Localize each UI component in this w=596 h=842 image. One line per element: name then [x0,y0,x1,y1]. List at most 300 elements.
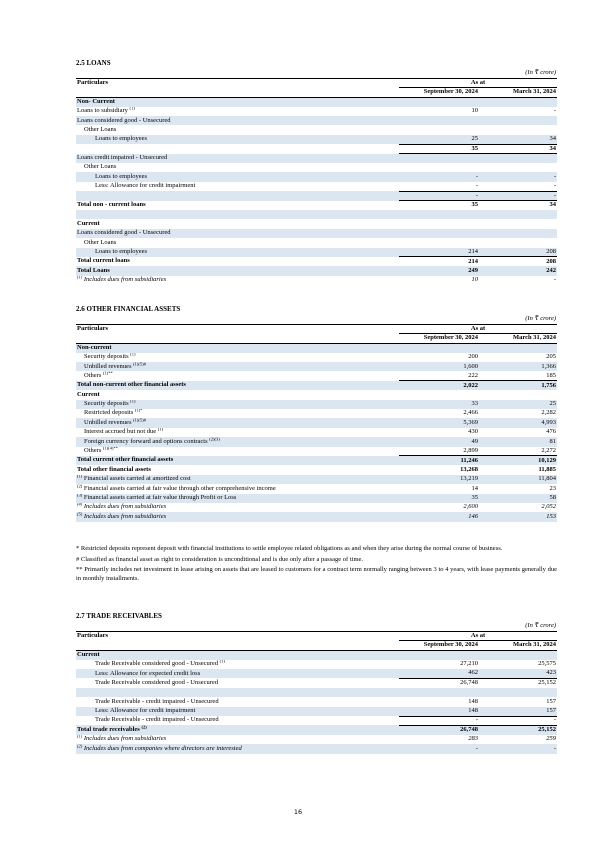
value-current [399,343,479,352]
value-current: 26,748 [460,679,478,687]
value-prior [479,125,557,134]
footnote-marker: (1)(5)# [133,362,146,366]
trade-receivables-section [76,613,557,754]
table-row [76,172,557,181]
row-label-text: Less: Allowance for credit impairment [95,707,196,715]
value-current: 148 [399,707,479,716]
table-row [76,163,557,172]
value-current: - [399,716,479,725]
value-prior [479,116,557,125]
other-financial-assets-table [76,324,557,522]
table-row [76,144,557,153]
table-header-row [76,632,557,641]
footnote-marker: (1)(4)** [102,446,118,451]
row-label [76,697,399,706]
value-current: - [399,182,479,191]
header-particulars: Particulars [76,79,399,88]
value-current [399,210,479,219]
row-label [76,456,399,465]
value-prior: - [553,107,557,115]
row-label [76,390,399,399]
value-current: 462 [399,669,479,678]
value-prior: 242 [479,266,557,275]
table-row [76,229,557,238]
value-current: 26,748 [399,725,479,734]
value-current: 2,600 [463,503,478,511]
value-prior: 10,129 [479,456,557,465]
table-row [76,716,557,725]
table-row [76,688,557,697]
row-label [76,238,399,247]
value-prior: 11,885 [538,465,557,473]
row-label-text: Trade Receivable considered good - Unsecured [95,678,219,686]
row-label-text: Current [77,219,100,227]
row-label-text: Total Loans [77,266,110,274]
page-number: 16 [293,808,303,816]
row-label [76,716,399,725]
table-row [76,201,557,210]
table-row [76,725,557,734]
footnote-marker: (1) [130,399,136,404]
row-label-text: Security deposits [84,400,129,408]
value-prior: - [479,182,557,191]
row-label-text: Includes dues from subsidiaries [83,503,167,511]
footnote-marker: (1)** [102,371,113,376]
row-label-text: Less: Allowance for expected credit loss [95,669,201,677]
value-current [399,97,479,106]
table-row [76,390,557,399]
row-label [76,135,399,144]
footnote-marker: (1) [77,734,83,739]
table-row [76,484,557,493]
footnote-marker: (2) [141,725,147,730]
table-row [76,475,557,484]
row-label-text: Restricted deposits [84,409,134,417]
value-current: 2,022 [399,381,479,390]
note-financial-asset-classification: # Classified as financial asset as right to consideration is unconditional and is due only after a passage of time. [76,555,364,563]
footnote-marker: (2)(3) [209,437,220,442]
trade-receivables-table [76,631,557,754]
table-row [76,744,557,753]
value-prior: 23 [549,484,557,492]
row-label-text: Non- Current [77,97,115,105]
table-row [76,191,557,200]
value-prior [479,688,557,697]
row-label [76,97,399,106]
row-label-text: Others [84,447,102,455]
row-label [76,725,399,734]
value-prior: 25,575 [538,660,557,668]
value-current: 10 [471,276,478,284]
table-row [76,381,557,390]
row-label-text: Security deposits [84,353,129,361]
header-as-at: As at [399,325,557,334]
value-current [399,650,479,659]
row-label [76,229,399,238]
value-current [399,154,479,163]
value-prior: 476 [546,428,557,436]
value-prior: 205 [546,353,557,361]
table-row [76,266,557,275]
value-prior [479,238,557,247]
row-label [76,210,399,219]
row-label-text: Less: Allowance for credit impairment [95,182,196,190]
value-prior: 34 [479,144,557,153]
unit-label: (In ₹ crore) [525,69,556,76]
row-label [76,201,399,210]
value-current: 146 [399,512,479,521]
value-prior [479,390,557,399]
header-particulars: Particulars [76,632,399,641]
row-label [76,343,399,352]
value-current: - [399,744,479,753]
row-label [76,494,399,503]
footnote-marker: (1) [77,474,83,479]
table-row [76,154,557,163]
row-label [76,669,399,678]
value-prior: - [553,276,557,284]
value-prior [479,163,557,172]
table-row [76,257,557,266]
value-prior: 259 [546,735,557,743]
value-current: 249 [399,266,479,275]
note-net-investment-lease: ** Primarily includes net investment in lease arising on assets that are leased to customers for a contract term normally ranging between 3 to 4 years, with lease payments generally due in monthly installments. [76,566,557,582]
footnote-marker: (1) [129,106,135,111]
header-date-prior: March 31, 2024 [479,641,557,650]
note-restricted-deposits: * Restricted deposits represent deposit with financial institutions to settle employee related obligations as and when they arise during the normal course of business. [76,545,503,552]
row-label [76,707,399,716]
value-prior [479,219,557,228]
value-prior: 81 [479,437,557,446]
value-current: 13,219 [399,475,479,484]
table-row [76,707,557,716]
row-label-text: Includes dues from companies where directors are interested [83,744,242,752]
table-row [76,503,557,512]
value-prior: 208 [479,248,557,257]
value-current: 214 [468,257,478,265]
header-as-at: As at [399,79,557,88]
table-row [76,238,557,247]
section-title: 2.7 TRADE RECEIVABLES [76,612,162,620]
value-prior: 1,756 [479,381,557,390]
row-label-text: Current [77,390,100,398]
value-prior: 25,152 [538,679,557,687]
table-row [76,409,557,418]
row-label-text: Loans to employees [95,172,147,180]
row-label-text: Other Loans [84,125,117,133]
table-header-row [76,79,557,88]
row-label-text: Total non-current other financial assets [77,381,186,389]
row-label-text: Loans to employees [95,135,147,143]
row-label [76,182,399,191]
table-row [76,678,557,687]
value-current: 49 [399,437,479,446]
value-prior: - [479,716,557,725]
header-blank [76,334,399,343]
row-label-text: Trade Receivable considered good - Unsecured [95,660,219,668]
table-row [76,125,557,134]
row-label [76,465,399,474]
table-row [76,219,557,228]
value-current: 27,210 [460,660,478,668]
table-row [76,97,557,106]
value-current [399,163,479,172]
section-title: 2.6 OTHER FINANCIAL ASSETS [76,305,181,313]
value-current: 13,268 [460,465,478,473]
value-prior: 11,804 [479,475,557,484]
row-label [76,735,399,744]
footnote-marker: (1) [157,427,164,432]
row-label-text: Total trade receivables [77,725,140,733]
header-particulars: Particulars [76,325,399,334]
header-date-prior: March 31, 2024 [479,88,557,97]
row-label [76,484,399,493]
value-prior: 4,993 [479,418,557,427]
value-current [399,238,479,247]
table-header-dates-row [76,334,557,343]
value-current: 200 [468,353,478,361]
value-prior [479,154,557,163]
table-row [76,494,557,503]
row-label-text: Others [84,371,102,379]
value-current: 222 [468,371,478,379]
row-label-text: Total non - current loans [77,201,146,209]
table-row [76,660,557,669]
row-label-text: Current [77,650,100,658]
table-row [76,512,557,521]
value-current: 1,600 [399,362,479,371]
footnote-marker: (1) [219,659,225,664]
row-label-text: Loans credit impaired - Unsecured [77,154,168,162]
table-row [76,135,557,144]
value-prior: 2,272 [541,446,557,454]
section-title: 2.5 LOANS [76,59,111,67]
value-current: - [399,172,479,181]
footnote-marker: (1) [77,275,83,280]
table-row [76,210,557,219]
row-label [76,154,399,163]
row-label [76,371,399,380]
value-prior: 25 [479,400,557,409]
row-label-text: Total other financial assets [77,465,151,473]
row-label [76,248,399,257]
value-current [399,688,479,697]
value-prior [479,97,557,106]
unit-label: (In ₹ crore) [525,622,556,629]
loans-section [76,60,557,285]
value-current: 214 [399,248,479,257]
table-row [76,276,557,285]
row-label-text: Financial assets carried at amortized cost [83,475,191,483]
value-prior: 153 [479,512,557,521]
table-row [76,437,557,446]
value-prior: - [479,744,557,753]
row-label-text: Total current other financial assets [77,456,174,464]
value-prior: 25,152 [479,725,557,734]
unit-label: (In ₹ crore) [525,315,556,322]
value-prior: 423 [479,669,557,678]
value-prior [479,229,557,238]
row-label [76,144,399,153]
row-label [76,512,399,521]
value-prior [479,650,557,659]
footnote-marker: (4) [77,502,83,507]
value-prior: 34 [479,135,557,144]
row-label [76,503,399,512]
header-as-at: As at [399,632,557,641]
table-header-row [76,325,557,334]
row-label-text: Loans considered good - Unsecured [77,116,171,124]
value-prior: 157 [546,697,557,705]
value-prior: 1,366 [479,362,557,371]
value-current: 148 [468,697,478,705]
value-current: 2,899 [463,446,478,454]
table-header-dates-row [76,88,557,97]
row-label [76,172,399,181]
row-label [76,409,399,418]
row-label [76,219,399,228]
value-current: 35 [399,144,479,153]
ofa-notes [76,545,557,585]
table-row [76,465,557,474]
row-label [76,437,399,446]
row-label [76,163,399,172]
value-prior: - [479,172,557,181]
header-date-current: September 30, 2024 [399,88,479,97]
table-row [76,371,557,380]
row-label [76,400,399,409]
row-label [76,381,399,390]
value-prior [479,343,557,352]
row-label-text: Loans considered good - Unsecured [77,229,171,237]
table-row [76,353,557,362]
row-label-text: Interest accrued but not due [84,428,157,436]
row-label [76,362,399,371]
table-row [76,116,557,125]
table-row [76,343,557,352]
row-label [76,125,399,134]
value-current: - [399,191,479,200]
header-date-prior: March 31, 2024 [479,334,557,343]
value-prior: 2,282 [541,409,557,417]
row-label [76,276,399,285]
table-row [76,428,557,437]
table-row [76,107,557,116]
value-current: 14 [471,484,478,492]
row-label-text: Includes dues from subsidiaries [83,276,167,284]
row-label [76,257,399,266]
value-prior: 34 [549,201,557,209]
table-row [76,669,557,678]
value-current: 2,466 [463,409,478,417]
value-prior [479,210,557,219]
row-label-text: Other Loans [84,238,117,246]
row-label [76,191,399,200]
row-label [76,475,399,484]
row-label [76,353,399,362]
row-label [76,660,399,669]
header-date-current: September 30, 2024 [399,641,479,650]
row-label-text: Unbilled revenues [84,362,132,370]
value-prior: 2,052 [541,503,557,511]
value-current: 10 [471,107,478,115]
row-label-text: Non-current [77,343,112,351]
value-current [399,219,479,228]
header-blank [76,88,399,97]
value-current: 5,369 [399,418,479,427]
table-row [76,248,557,257]
row-label-text: Total current loans [77,257,130,265]
table-row [76,456,557,465]
row-label-text: Loans to subsidiary [77,107,128,115]
row-label [76,266,399,275]
value-current [399,390,479,399]
footnote-marker: (1)(5)# [133,418,146,423]
footnote-marker: (2) [77,744,83,749]
table-header-dates-row [76,641,557,650]
value-current: 33 [399,400,479,409]
value-prior: 185 [546,371,557,379]
value-current [399,229,479,238]
header-date-current: September 30, 2024 [399,334,479,343]
row-label [76,744,399,753]
value-current: 25 [399,135,479,144]
row-label-text: Includes dues from subsidiaries [83,735,167,743]
row-label [76,428,399,437]
row-label [76,116,399,125]
value-current: 35 [399,494,479,503]
row-label-text: Includes dues from subsidiaries [83,512,167,520]
table-row [76,447,557,456]
footnote-marker: (1)* [134,409,143,413]
value-current: 11,246 [399,456,479,465]
header-blank [76,641,399,650]
value-current: 283 [468,735,478,743]
value-prior: 208 [546,257,557,265]
footnote-marker: (3) [77,493,83,498]
row-label-text: Financial assets carried at fair value through Profit or Loss [83,493,237,501]
footnote-marker: (1) [130,352,136,357]
other-financial-assets-section [76,306,557,522]
table-row [76,362,557,371]
row-label-text: Unbilled revenues [84,418,132,426]
value-prior: 58 [479,494,557,503]
row-label-text: Foreign currency forward and options contracts [84,437,208,445]
row-label [76,447,399,456]
table-row [76,182,557,191]
table-row [76,650,557,659]
row-label [76,418,399,427]
value-current: 430 [468,428,478,436]
table-row [76,418,557,427]
table-row [76,697,557,706]
row-label-text: Other Loans [84,163,117,171]
value-current: 35 [471,201,478,209]
row-label [76,688,399,697]
row-label-text: Trade Receivable - credit impaired - Unsecured [95,697,219,705]
value-current [399,125,479,134]
footnote-marker: (2) [77,484,83,489]
loans-table [76,78,557,285]
row-label [76,107,399,116]
row-label [76,678,399,687]
row-label-text: Trade Receivable - credit impaired - Unsecured [95,716,219,724]
row-label [76,650,399,659]
table-row [76,400,557,409]
footnote-marker: (5) [77,512,83,517]
row-label-text: Financial assets carried at fair value through other comprehensive income [83,484,276,492]
value-prior: 157 [479,707,557,716]
